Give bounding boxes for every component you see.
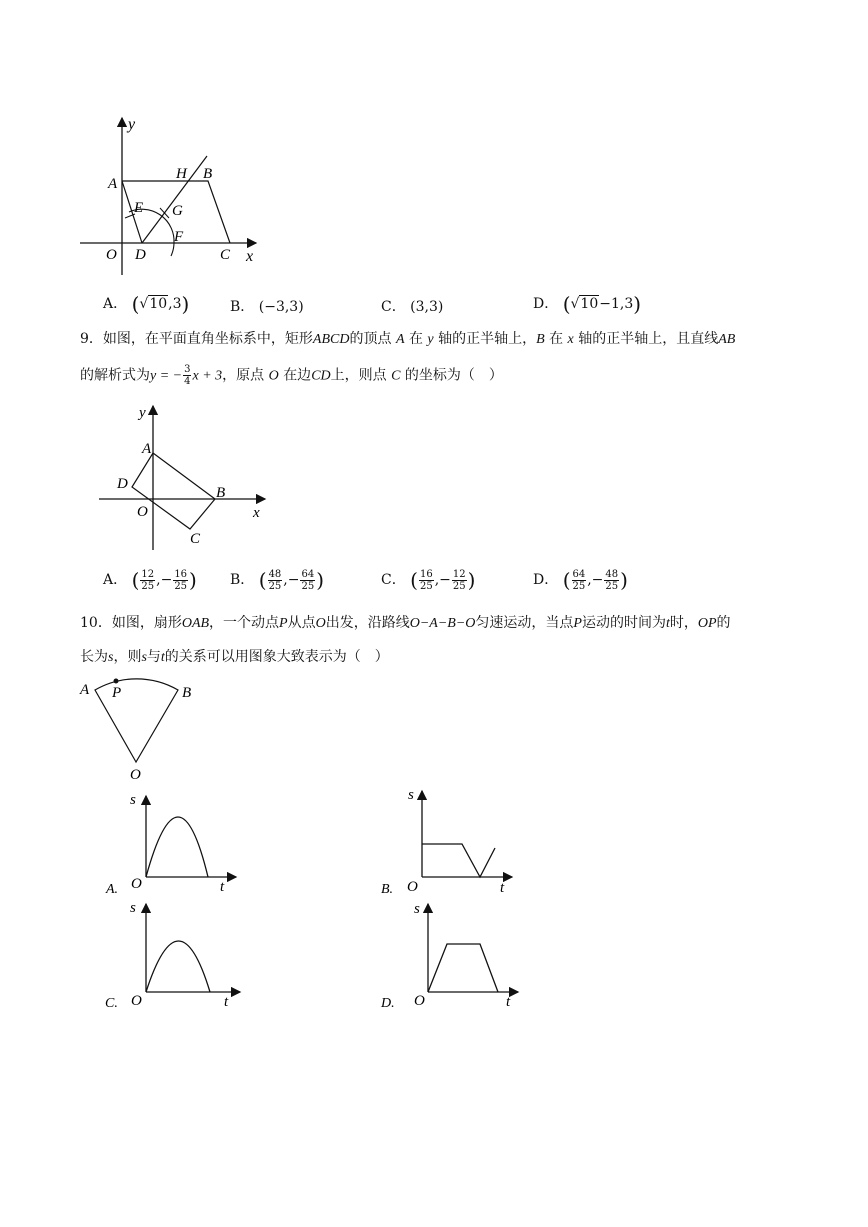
q9-option-letter: D． [533, 572, 559, 588]
q8-label-h: H [176, 166, 187, 182]
q8-label-x: x [246, 248, 254, 265]
q10-math: P [573, 616, 582, 631]
q10-sector-figure [74, 670, 204, 785]
q9-option-den: 25 [605, 580, 619, 592]
q10-math: P [279, 616, 288, 631]
q10-graph-d-t: t [506, 994, 511, 1010]
q8-option-c [381, 296, 443, 316]
q9-option-den: 25 [452, 580, 466, 592]
q10-graph-a-o: O [131, 876, 142, 892]
q9-fraction-num: 3 [184, 364, 191, 375]
q9-option-num: 48 [605, 568, 619, 580]
q9-label-x: x [253, 505, 260, 521]
q10-text: 匀速运动，当点 [475, 615, 574, 631]
q9-label-o: O [137, 504, 148, 520]
q10-text: 的关系可以用图象大致表示为（ ） [164, 649, 389, 665]
q9-option-den: 25 [301, 580, 315, 592]
q9-text: 在边 [283, 367, 312, 384]
q10-graph-d [376, 898, 526, 1013]
q9-math: AB [718, 332, 736, 347]
q9-option-num: 16 [174, 568, 188, 580]
q8-label-o: O [106, 247, 117, 263]
q8-option-d-root: 10 [580, 296, 599, 312]
q9-option-den: 25 [419, 580, 433, 592]
q9-equation-rhs: x + 3 [192, 368, 223, 384]
q9-text: 的坐标为（ ） [404, 367, 503, 384]
q9-option-den: 25 [174, 580, 188, 592]
q9-text: 轴的正半轴上，且直线 [578, 331, 719, 347]
q10-graph-d-s: s [414, 901, 420, 917]
q10-graph-b-o: O [407, 879, 418, 895]
q9-option-num: 12 [141, 568, 155, 580]
q10-text: 长为 [80, 649, 108, 665]
q9-option-c: C． ( $\frac{16}{25}$ ,− $\frac{12}{25}$ ) [381, 568, 476, 592]
q8-option-c-letter: C． [381, 299, 406, 315]
q9-text: ，原点 [222, 367, 265, 384]
q10-graph-c-s: s [130, 900, 136, 916]
q9-option-num: 16 [419, 568, 433, 580]
q9-label-a: A [142, 441, 152, 457]
q10-graph-d-o: O [414, 993, 425, 1009]
q10-graph-c-curve [146, 941, 210, 992]
q9-text: 的解析式为 [80, 367, 150, 384]
q8-option-c-value: (3,3) [410, 299, 444, 315]
q9-math: x [567, 332, 574, 347]
q8-label-y: y [128, 116, 136, 133]
q9-option-den: 25 [141, 580, 155, 592]
q10-text-line1 [80, 612, 731, 632]
q9-option-sep: ,− [587, 572, 604, 588]
q10-text: 时， [669, 615, 698, 631]
q9-option-den: 25 [572, 580, 586, 592]
q8-label-g: G [172, 203, 183, 219]
q9-option-den: 25 [268, 580, 282, 592]
q10-label-b: B [182, 685, 192, 701]
q9-option-letter: A． [103, 572, 128, 588]
q9-text: 的顶点 [349, 331, 392, 347]
q9-label-d: D [117, 476, 128, 492]
q9-equation-lhs: y = − [150, 368, 183, 384]
q9-option-num: 64 [301, 568, 315, 580]
q10-number: 10． [80, 615, 112, 631]
q10-graph-c-o: O [131, 993, 142, 1009]
q9-text: 在 [549, 331, 564, 347]
q10-math: O−A−B−O [409, 616, 476, 631]
q9-text: 上，则点 [330, 367, 387, 384]
q10-graph-c [100, 898, 250, 1013]
q9-label-b: B [216, 485, 226, 501]
q10-graph-a [100, 790, 250, 900]
q10-label-p: P [112, 685, 122, 701]
q10-graph-b [376, 785, 526, 900]
q10-text: 从点 [287, 615, 316, 631]
q8-label-a: A [108, 176, 118, 192]
q9-option-num: 48 [268, 568, 282, 580]
q9-math: A [395, 332, 405, 347]
q8-option-b [230, 296, 304, 316]
q10-label-o: O [130, 767, 141, 783]
q8-option-d-rest: −1,3 [599, 296, 634, 312]
q10-math: OAB [181, 616, 210, 631]
q10-math: s [141, 650, 147, 665]
q10-graph-a-letter: A. [106, 882, 119, 897]
q9-option-letter: C． [381, 572, 406, 588]
q9-figure [95, 400, 275, 555]
q10-sector [95, 679, 178, 762]
q8-label-b: B [203, 166, 213, 182]
q9-math: CD [311, 368, 331, 384]
q9-text: 如图，在平面直角坐标系中，矩形 [102, 331, 313, 347]
q9-option-sep: ,− [434, 572, 451, 588]
q10-graph-b-t: t [500, 880, 505, 896]
q10-math: t [160, 650, 165, 665]
q10-graph-a-curve [146, 817, 208, 877]
q8-option-d: D． (√10−1,3) [533, 292, 642, 316]
q10-math: OP [697, 616, 717, 631]
q10-graph-d-curve [428, 944, 498, 992]
q8-option-a-rest: ,3 [168, 296, 182, 312]
q9-label-c: C [190, 531, 201, 547]
q9-option-sep: ,− [156, 572, 173, 588]
q9-option-num: 64 [572, 568, 586, 580]
q9-equation-fraction [183, 364, 191, 387]
q9-option-letter: B． [230, 572, 255, 588]
q9-option-a: A． ( $\frac{12}{25}$ ,− $\frac{16}{25}$ ) [103, 568, 197, 592]
q10-graph-a-t: t [220, 879, 225, 895]
q8-option-a: A． (√10,3) [103, 292, 190, 316]
q9-text: 轴的正半轴上， [438, 331, 537, 347]
q10-label-a: A [80, 682, 90, 698]
q10-text: 与 [146, 649, 161, 665]
q9-math: O [268, 368, 279, 384]
q10-graph-d-letter: D. [381, 996, 395, 1011]
q10-text: 出发，沿路线 [325, 615, 410, 631]
q8-label-d: D [135, 247, 146, 263]
q8-option-a-root: 10 [149, 296, 168, 312]
q9-number: 9． [80, 331, 103, 347]
q8-option-b-letter: B． [230, 299, 255, 315]
q9-option-sep: ,− [283, 572, 300, 588]
q10-point-p [114, 679, 119, 684]
q8-label-f: F [174, 229, 184, 245]
q8-figure [70, 110, 270, 280]
q10-graph-c-t: t [224, 994, 229, 1010]
q10-text: ，则 [113, 649, 142, 665]
q9-option-num: 12 [452, 568, 466, 580]
q9-math: B [536, 332, 545, 347]
q8-option-d-letter: D． [533, 296, 559, 312]
q8-option-a-letter: A． [103, 296, 128, 312]
q9-math: C [391, 368, 401, 384]
q10-graph-c-letter: C. [105, 996, 118, 1011]
q9-math: ABCD [312, 332, 350, 347]
q10-text: 运动的时间为 [581, 615, 666, 631]
q9-text-line2 [80, 364, 503, 387]
q10-math: s [108, 650, 114, 665]
q10-graph-b-s: s [408, 787, 414, 803]
q10-text: 的 [716, 615, 731, 631]
q9-math: y [427, 332, 434, 347]
q10-graph-b-curve [422, 844, 495, 877]
q9-text: 在 [408, 331, 423, 347]
q10-text: ，一个动点 [209, 615, 280, 631]
q10-math: t [665, 616, 670, 631]
q10-text: 如图，扇形 [111, 615, 182, 631]
q10-text-line2 [80, 646, 389, 666]
q9-fraction-den: 4 [184, 376, 191, 387]
q8-label-c: C [220, 247, 231, 263]
q10-math: O [315, 616, 326, 631]
q10-graph-a-s: s [130, 792, 136, 808]
q9-text-line1 [80, 328, 735, 348]
q8-option-b-value: (−3,3) [258, 299, 304, 315]
q9-label-y: y [139, 405, 146, 421]
q10-graph-b-letter: B. [381, 882, 394, 897]
q9-option-d: D． ( $\frac{64}{25}$ ,− $\frac{48}{25}$ ) [533, 568, 628, 592]
q9-option-b: B． ( $\frac{48}{25}$ ,− $\frac{64}{25}$ ) [230, 568, 325, 592]
q8-label-e: E [134, 200, 144, 216]
